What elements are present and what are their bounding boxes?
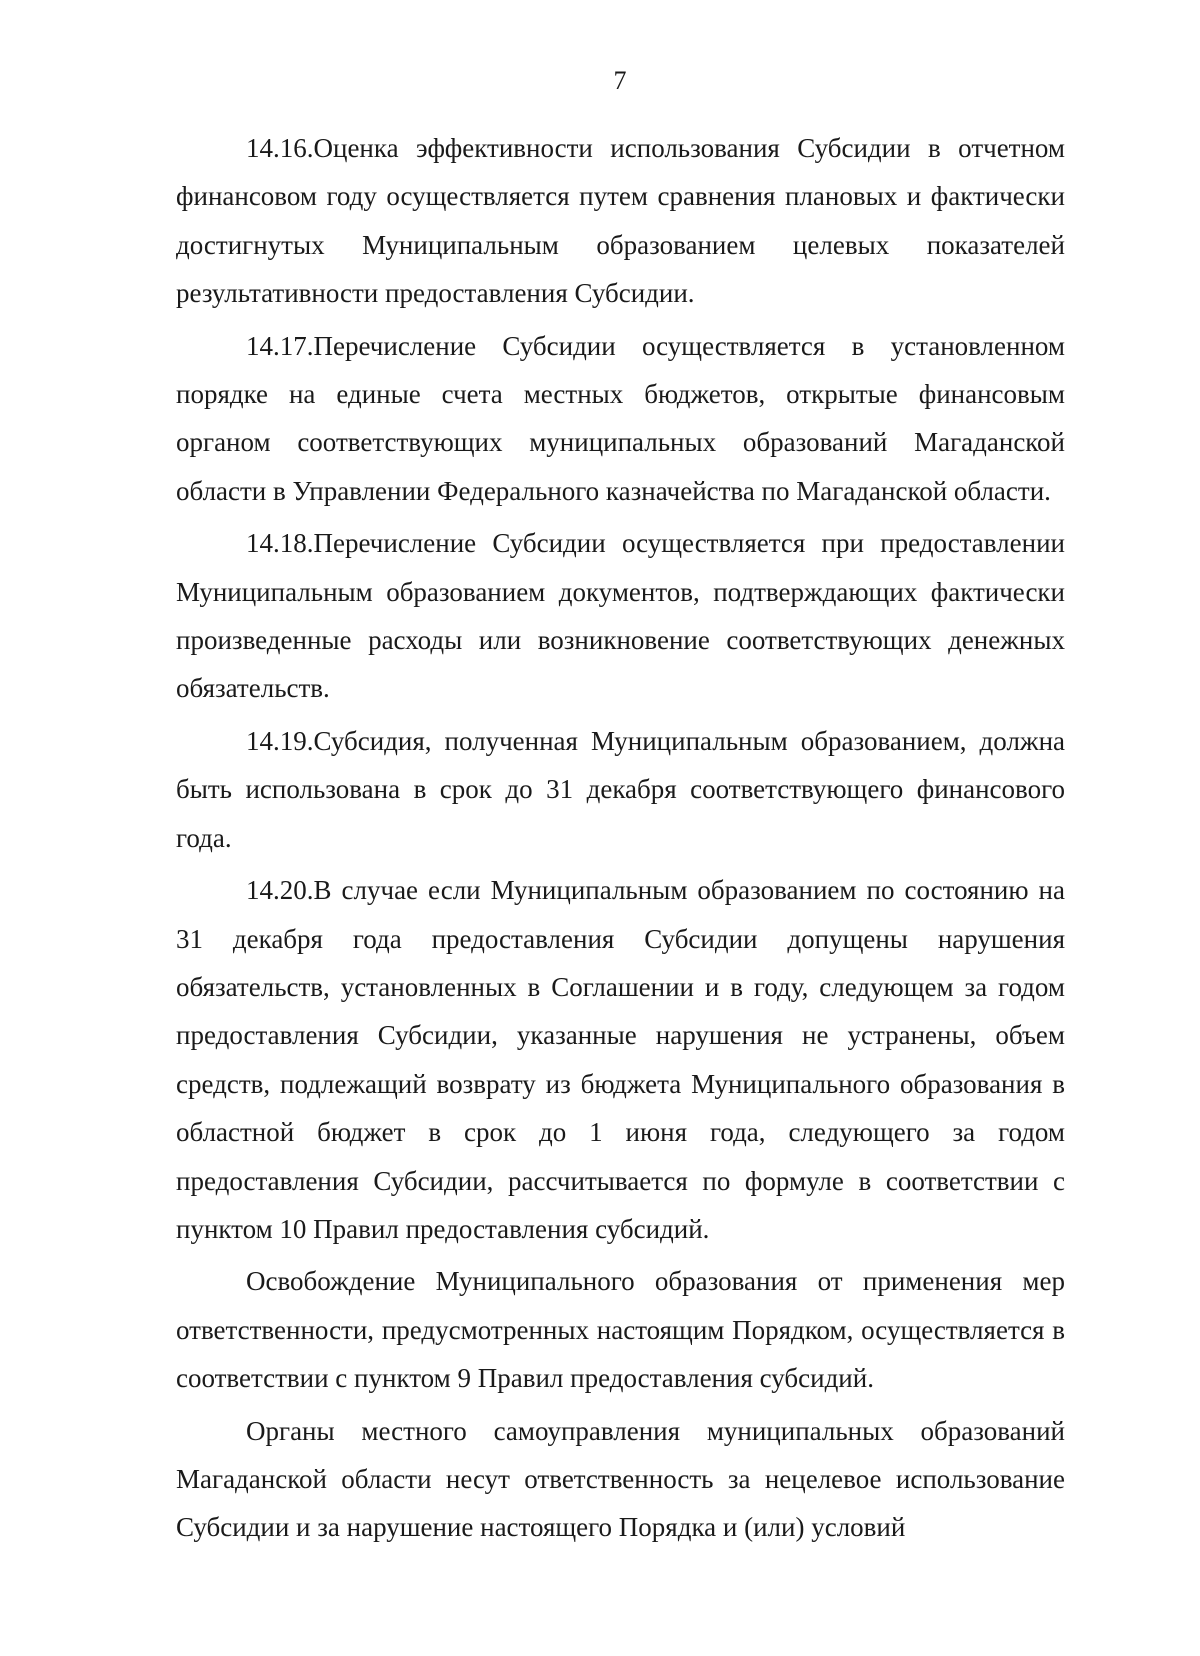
page-number: 7 bbox=[613, 66, 627, 95]
paragraph-14-17: 14.17.Перечисление Субсидии осуществляется в установленном порядке на единые счета местных бюджетов, открытые финансовым органом соответствующих муниципальных образований Магаданской области в Управлении Федерального казначейства по Магаданской области. bbox=[176, 330, 1065, 506]
paragraph-14-20: 14.20.В случае если Муниципальным образованием по состоянию на 31 декабря года предоставления Субсидии допущены нарушения обязательств, установленных в Соглашении и в году, следующем за годом предоставления Субсидии, указанные нарушения не устранены, объем средств, подлежащий возврату из бюджета Муниципального образования в областной бюджет в срок до 1 июня года, следующего за годом предоставления Субсидии, рассчитывается по формуле в соответствии с пунктом 10 Правил предоставления субсидий. bbox=[176, 875, 1065, 1244]
paragraph-responsibility: Органы местного самоуправления муниципальных образований Магаданской области несут ответственность за нецелевое использование Субсидии и за нарушение настоящего Порядка и (или) условий bbox=[176, 1415, 1065, 1543]
paragraph-14-16: 14.16.Оценка эффективности использования Субсидии в отчетном финансовом году осуществляется путем сравнения плановых и фактически достигнутых Муниципальным образованием целевых показателей результативности предоставления Субсидии. bbox=[176, 133, 1065, 309]
paragraph-14-19: 14.19.Субсидия, полученная Муниципальным образованием, должна быть использована в срок до 31 декабря соответствующего финансового года. bbox=[176, 725, 1065, 853]
paragraph-exemption: Освобождение Муниципального образования от применения мер ответственности, предусмотренных настоящим Порядком, осуществляется в соответствии с пунктом 9 Правил предоставления субсидий. bbox=[176, 1266, 1065, 1394]
paragraph-14-18: 14.18.Перечисление Субсидии осуществляется при предоставлении Муниципальным образованием документов, подтверждающих фактически произведенные расходы или возникновение соответствующих денежных обязательств. bbox=[176, 528, 1065, 704]
document-body bbox=[176, 124, 1065, 1556]
